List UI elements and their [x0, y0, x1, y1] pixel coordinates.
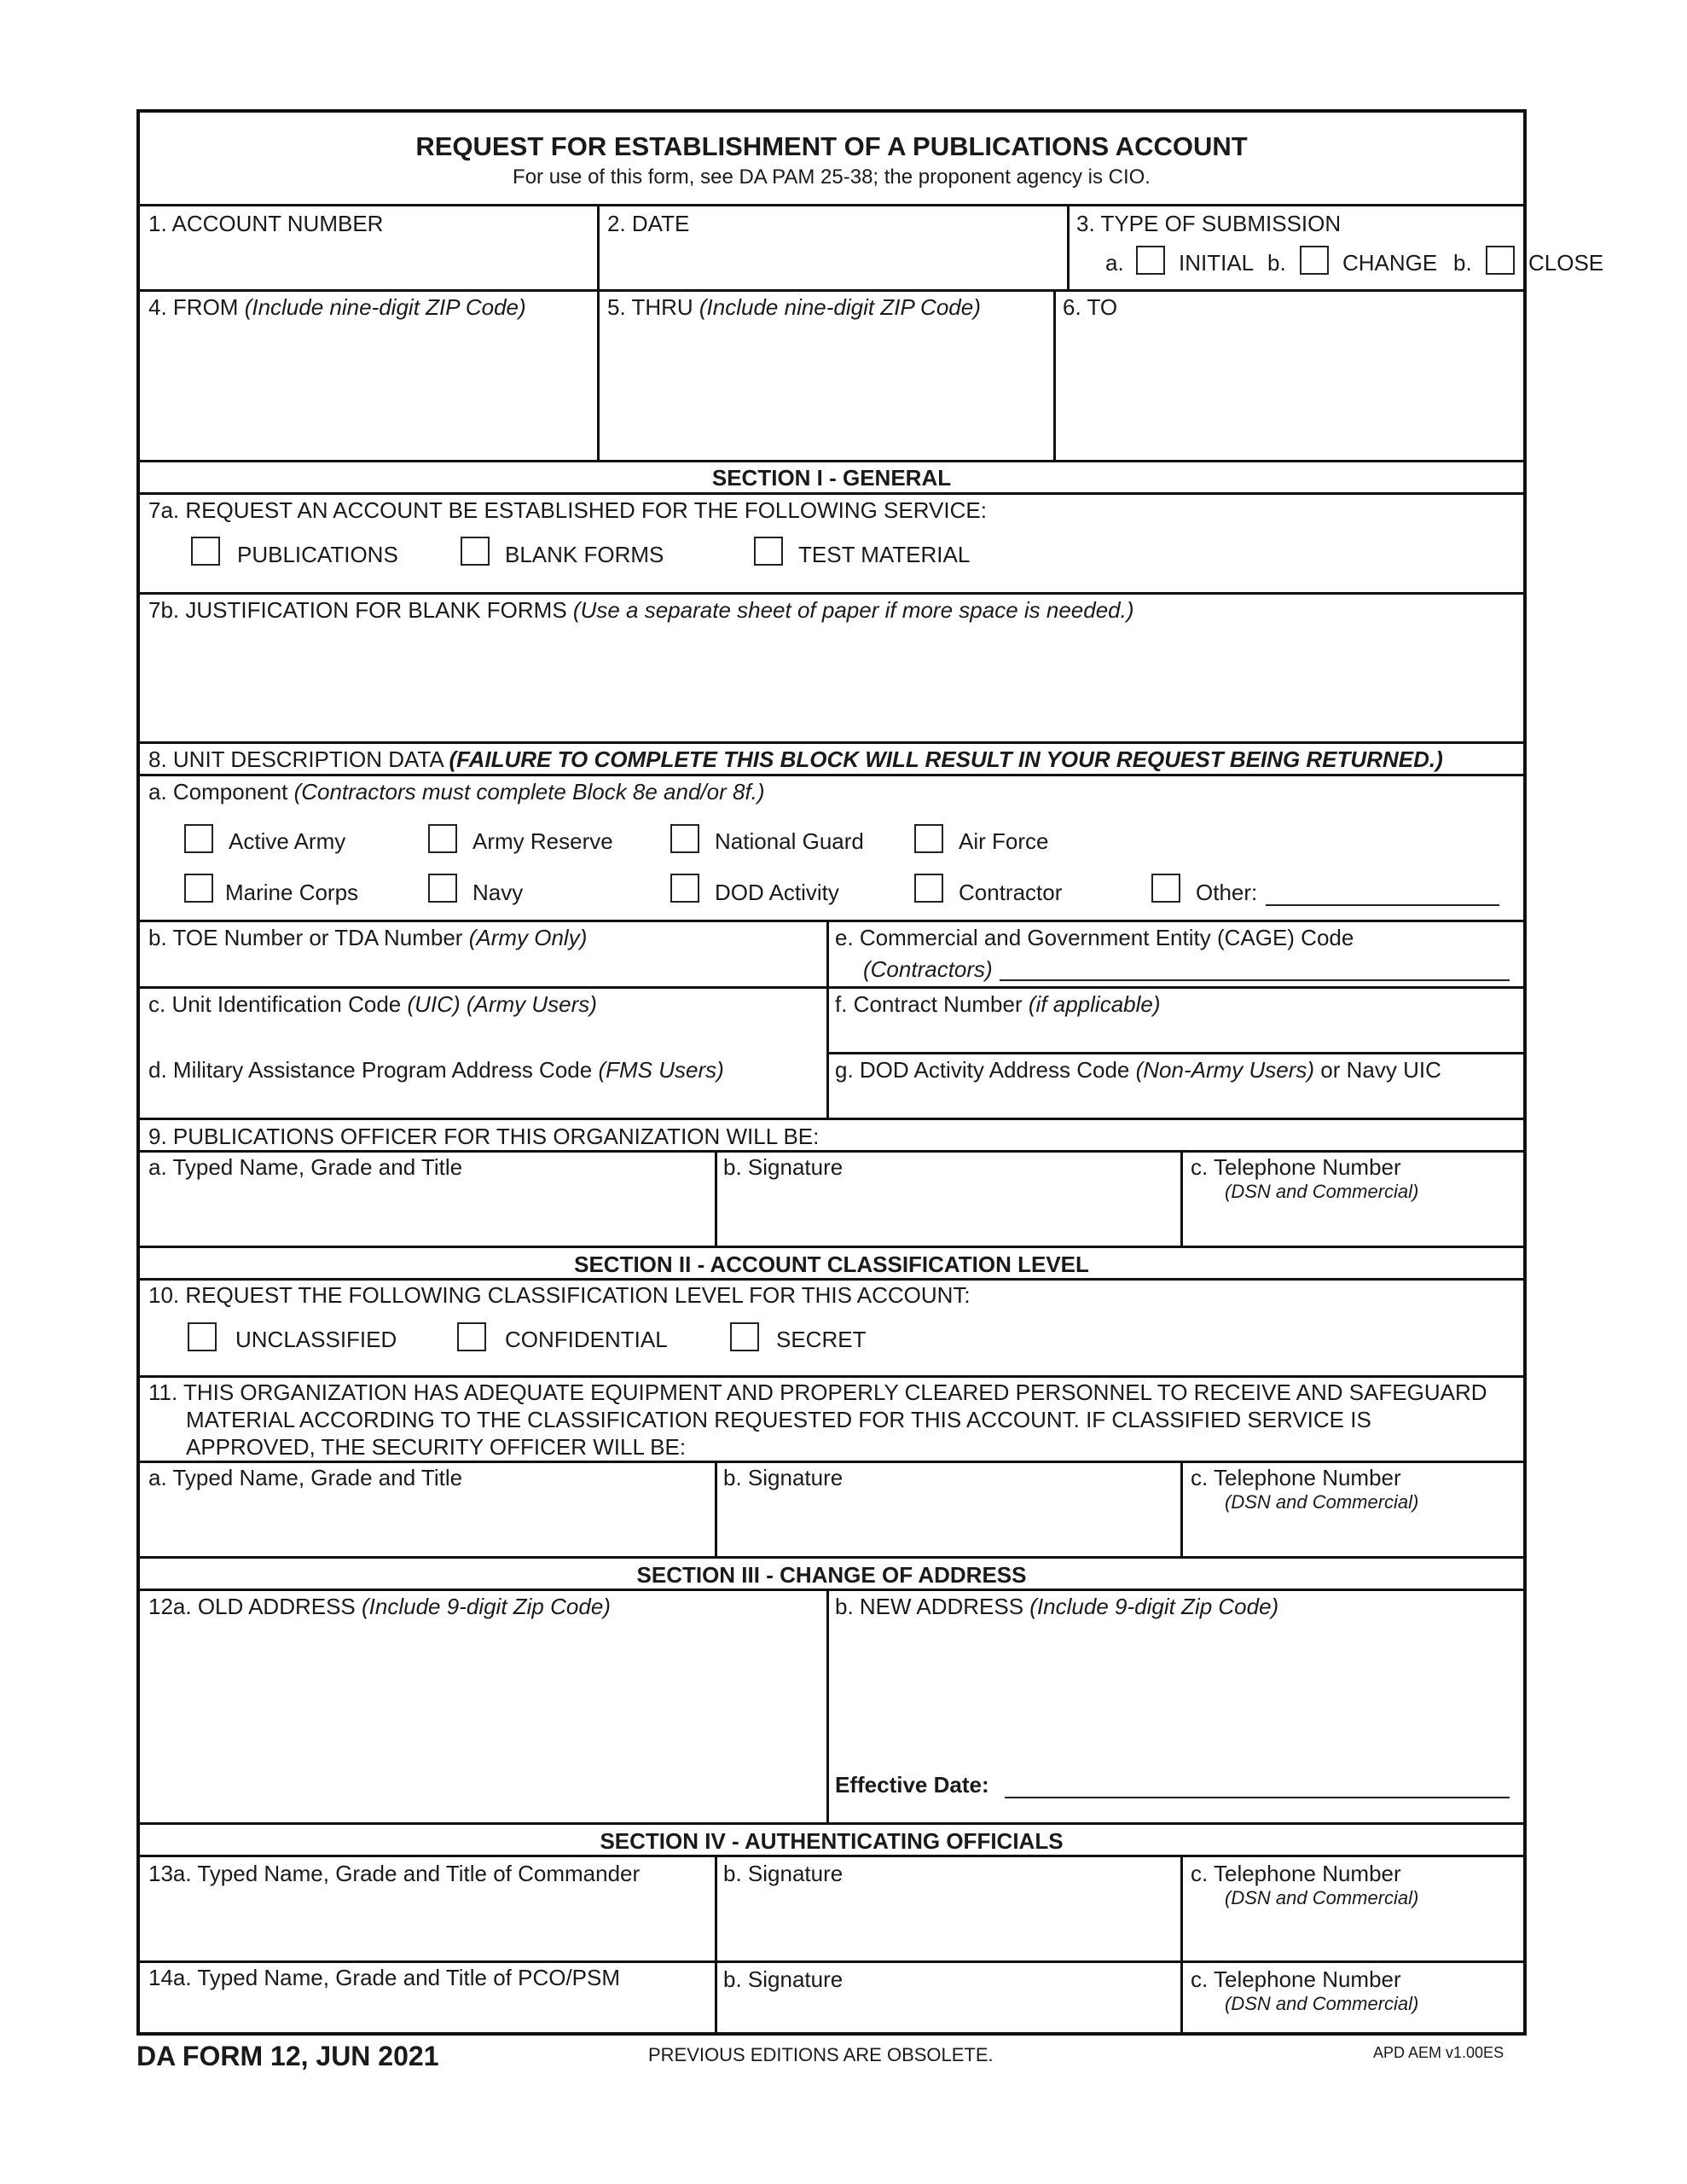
- q8-label: 8. UNIT DESCRIPTION DATA (FAILURE TO COMPLETE THIS BLOCK WILL RESULT IN YOUR REQUEST BEING RETURNED.): [148, 746, 1443, 772]
- form-title: REQUEST FOR ESTABLISHMENT OF A PUBLICATIONS ACCOUNT: [415, 131, 1248, 161]
- divider: [140, 204, 1523, 206]
- q13c-label: c. Telephone Number: [1191, 1861, 1401, 1886]
- thru-label: 5. THRU (Include nine-digit ZIP Code): [607, 294, 981, 320]
- q11b-label: b. Signature: [723, 1465, 844, 1490]
- divider: [1180, 1855, 1183, 2036]
- confidential-label: CONFIDENTIAL: [505, 1327, 668, 1352]
- effective-date-input[interactable]: [1005, 1797, 1510, 1798]
- q14c-label: c. Telephone Number: [1191, 1966, 1401, 1992]
- q12a-label: 12a. OLD ADDRESS (Include 9-digit Zip Code): [148, 1594, 611, 1619]
- q14b-label: b. Signature: [723, 1966, 844, 1992]
- army-reserve-label: Army Reserve: [472, 828, 613, 854]
- divider: [715, 1150, 717, 1246]
- q7b-label: 7b. JUSTIFICATION FOR BLANK FORMS (Use a separate sheet of paper if more space is needed.): [148, 597, 1134, 623]
- initial-checkbox[interactable]: [1136, 246, 1165, 275]
- national-guard-label: National Guard: [715, 828, 864, 854]
- blank-forms-label: BLANK FORMS: [505, 542, 664, 567]
- test-material-label: TEST MATERIAL: [798, 542, 971, 567]
- active-army-checkbox[interactable]: [184, 824, 213, 853]
- divider: [140, 1375, 1523, 1378]
- publications-label: PUBLICATIONS: [237, 542, 398, 567]
- divider: [826, 920, 829, 1118]
- type-of-submission-label: 3. TYPE OF SUBMISSION: [1076, 211, 1342, 236]
- divider: [140, 289, 1523, 292]
- from-label: 4. FROM (Include nine-digit ZIP Code): [148, 294, 526, 320]
- divider: [140, 986, 1523, 989]
- army-reserve-checkbox[interactable]: [428, 824, 457, 853]
- section-4-heading: SECTION IV - AUTHENTICATING OFFICIALS: [600, 1828, 1064, 1854]
- divider: [140, 1960, 1523, 1963]
- other-input[interactable]: [1266, 904, 1499, 906]
- q13a-label: 13a. Typed Name, Grade and Title of Commander: [148, 1861, 641, 1886]
- publications-account-form: [136, 109, 1604, 2036]
- initial-label: INITIAL: [1179, 250, 1255, 276]
- divider: [140, 1822, 1523, 1825]
- divider: [140, 1556, 1523, 1559]
- q7a-label: 7a. REQUEST AN ACCOUNT BE ESTABLISHED FOR THE FOLLOWING SERVICE:: [148, 497, 987, 523]
- divider: [140, 1589, 1523, 1591]
- date-field[interactable]: [600, 232, 1067, 285]
- q9b-label: b. Signature: [723, 1154, 844, 1180]
- section-3-heading: SECTION III - CHANGE OF ADDRESS: [636, 1562, 1027, 1588]
- divider: [140, 1461, 1523, 1463]
- q8a-label: a. Component (Contractors must complete Block 8e and/or 8f.): [148, 779, 765, 804]
- q8c-label: c. Unit Identification Code (UIC) (Army Users): [148, 991, 597, 1017]
- navy-label: Navy: [472, 880, 524, 905]
- q11-line-2: MATERIAL ACCORDING TO THE CLASSIFICATION REQUESTED FOR THIS ACCOUNT. IF CLASSIFIED SERVICE IS: [186, 1407, 1371, 1432]
- divider: [1180, 1461, 1183, 1556]
- divider: [140, 460, 1523, 462]
- q8d-label: d. Military Assistance Program Address Code (FMS Users): [148, 1057, 724, 1083]
- option-b2-label: b.: [1453, 250, 1472, 276]
- obsolete-notice: PREVIOUS EDITIONS ARE OBSOLETE.: [648, 2044, 994, 2065]
- q11c-note: (DSN and Commercial): [1225, 1491, 1419, 1513]
- divider: [1180, 1150, 1183, 1246]
- q11-line-1: 11. THIS ORGANIZATION HAS ADEQUATE EQUIPMENT AND PROPERLY CLEARED PERSONNEL TO RECEIVE AND SAFEGUARD: [148, 1380, 1487, 1405]
- national-guard-checkbox[interactable]: [670, 824, 699, 853]
- confidential-checkbox[interactable]: [457, 1322, 486, 1351]
- other-label: Other:: [1196, 880, 1258, 905]
- section-1-heading: SECTION I - GENERAL: [711, 465, 952, 491]
- marine-corps-checkbox[interactable]: [184, 874, 213, 903]
- effective-date-label: Effective Date:: [835, 1772, 989, 1798]
- thru-field[interactable]: [600, 321, 1053, 457]
- unclassified-label: UNCLASSIFIED: [235, 1327, 397, 1352]
- q9c-note: (DSN and Commercial): [1225, 1181, 1419, 1202]
- account-number-label: 1. ACCOUNT NUMBER: [148, 211, 384, 236]
- dod-activity-label: DOD Activity: [715, 880, 839, 905]
- q11c-label: c. Telephone Number: [1191, 1465, 1401, 1490]
- q11-line-3: APPROVED, THE SECURITY OFFICER WILL BE:: [186, 1434, 687, 1460]
- q9-label: 9. PUBLICATIONS OFFICER FOR THIS ORGANIZATION WILL BE:: [148, 1124, 820, 1149]
- divider: [140, 1278, 1523, 1281]
- from-field[interactable]: [140, 321, 597, 457]
- marine-corps-label: Marine Corps: [225, 880, 359, 905]
- divider: [140, 592, 1523, 595]
- secret-checkbox[interactable]: [730, 1322, 759, 1351]
- q14c-note: (DSN and Commercial): [1225, 1993, 1419, 2014]
- close-label: CLOSE: [1528, 250, 1604, 276]
- divider: [715, 1855, 717, 2036]
- air-force-label: Air Force: [959, 828, 1049, 854]
- divider: [826, 1052, 1523, 1054]
- option-b-label: b.: [1267, 250, 1286, 276]
- option-a-label: a.: [1105, 250, 1124, 276]
- dod-activity-checkbox[interactable]: [670, 874, 699, 903]
- form-subtitle: For use of this form, see DA PAM 25-38; the proponent agency is CIO.: [513, 166, 1151, 189]
- test-material-checkbox[interactable]: [754, 537, 783, 566]
- navy-checkbox[interactable]: [428, 874, 457, 903]
- divider: [140, 774, 1523, 776]
- publications-checkbox[interactable]: [191, 537, 220, 566]
- divider: [140, 1118, 1523, 1120]
- secret-label: SECRET: [776, 1327, 867, 1352]
- divider: [140, 1150, 1523, 1153]
- old-address-field[interactable]: [140, 1621, 826, 1821]
- q8f-label: f. Contract Number (if applicable): [835, 991, 1161, 1017]
- active-army-label: Active Army: [229, 828, 346, 854]
- date-label: 2. DATE: [607, 211, 690, 236]
- close-checkbox[interactable]: [1486, 246, 1515, 275]
- divider: [140, 492, 1523, 495]
- q8b-label: b. TOE Number or TDA Number (Army Only): [148, 925, 588, 950]
- to-field[interactable]: [1056, 321, 1523, 457]
- divider: [140, 741, 1523, 744]
- q8e-note: (Contractors): [863, 956, 993, 982]
- blank-forms-checkbox[interactable]: [461, 537, 490, 566]
- q10-label: 10. REQUEST THE FOLLOWING CLASSIFICATION LEVEL FOR THIS ACCOUNT:: [148, 1282, 971, 1308]
- contractor-checkbox[interactable]: [914, 874, 943, 903]
- q8e-label: e. Commercial and Government Entity (CAGE) Code: [835, 925, 1354, 950]
- justification-field[interactable]: [140, 624, 1523, 741]
- other-checkbox[interactable]: [1151, 874, 1180, 903]
- divider: [140, 1246, 1523, 1248]
- q11a-label: a. Typed Name, Grade and Title: [148, 1465, 463, 1490]
- q14a-label: 14a. Typed Name, Grade and Title of PCO/PSM: [148, 1965, 621, 1990]
- to-label: 6. TO: [1063, 294, 1118, 320]
- divider: [1067, 204, 1070, 289]
- q8g-label: g. DOD Activity Address Code (Non-Army Users) or Navy UIC: [835, 1057, 1441, 1083]
- account-number-field[interactable]: [140, 232, 597, 285]
- air-force-checkbox[interactable]: [914, 824, 943, 853]
- section-2-heading: SECTION II - ACCOUNT CLASSIFICATION LEVEL: [574, 1252, 1089, 1277]
- divider: [715, 1461, 717, 1556]
- change-label: CHANGE: [1342, 250, 1438, 276]
- divider: [140, 1855, 1523, 1857]
- q9a-label: a. Typed Name, Grade and Title: [148, 1154, 463, 1180]
- cage-code-input[interactable]: [1000, 979, 1510, 981]
- q13c-note: (DSN and Commercial): [1225, 1887, 1419, 1908]
- unclassified-checkbox[interactable]: [188, 1322, 217, 1351]
- version-label: APD AEM v1.00ES: [1373, 2044, 1504, 2061]
- form-id: DA FORM 12, JUN 2021: [136, 2041, 439, 2071]
- q9c-label: c. Telephone Number: [1191, 1154, 1401, 1180]
- divider: [140, 920, 1523, 922]
- q13b-label: b. Signature: [723, 1861, 844, 1886]
- contractor-label: Contractor: [959, 880, 1063, 905]
- change-checkbox[interactable]: [1300, 246, 1329, 275]
- q12b-label: b. NEW ADDRESS (Include 9-digit Zip Code): [835, 1594, 1279, 1619]
- new-address-field[interactable]: [829, 1621, 1523, 1766]
